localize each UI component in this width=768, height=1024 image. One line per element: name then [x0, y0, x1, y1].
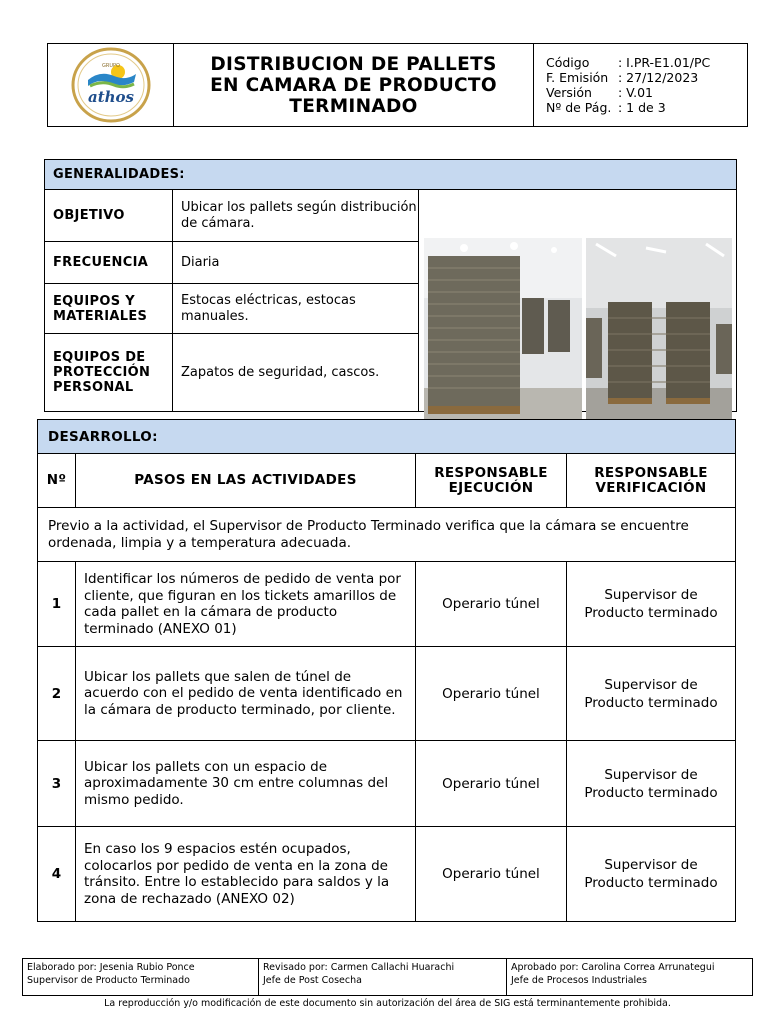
- objetivo-label: OBJETIVO: [45, 190, 173, 242]
- photos-cell: [419, 190, 737, 412]
- pallet-photo-2: [586, 238, 744, 420]
- meta-version: Versión : V.01: [546, 85, 654, 100]
- meta-emision: F. Emisión : 27/12/2023: [546, 70, 699, 85]
- objetivo-value: Ubicar los pallets según distribución de cámara.: [173, 190, 419, 242]
- warehouse-image-icon: [586, 238, 732, 420]
- pallet-photo-1: [424, 238, 582, 420]
- step-exec: Operario túnel: [416, 827, 567, 922]
- document-title: [174, 44, 534, 127]
- meta-pagina: Nº de Pág. : 1 de 3: [546, 100, 666, 115]
- step-text: En caso los 9 espacios estén ocupados, colocarlos por pedido de venta en la zona de tránsito. Entre lo establecido para saldos y la zona de rechazado (ANEXO 02): [76, 827, 416, 922]
- athos-logo-icon: [70, 46, 152, 124]
- aprobado-cell: Aprobado por: Carolina Correa Arrunategui Jefe de Procesos Industriales: [507, 959, 753, 996]
- table-row: [38, 562, 736, 647]
- meta-codigo: Código : I.PR-E1.01/PC: [546, 55, 711, 70]
- logo-brand-text: athos: [87, 88, 134, 106]
- step-number: 3: [38, 741, 76, 827]
- frecuencia-value: Diaria: [173, 242, 419, 284]
- revisado-cell: Revisado por: Carmen Callachi Huarachi Jefe de Post Cosecha: [259, 959, 507, 996]
- step-verif: Supervisor de Producto terminado: [567, 741, 736, 827]
- step-number: 4: [38, 827, 76, 922]
- col-responsable-verificacion: RESPONSABLE VERIFICACIÓN: [567, 454, 736, 508]
- epp-label: EQUIPOS DE PROTECCIÓN PERSONAL: [45, 334, 173, 412]
- intro-text: Previo a la actividad, el Supervisor de Producto Terminado verifica que la cámara se encuentre ordenada, limpia y a temperatura adecuada.: [38, 508, 736, 562]
- title-line-2: EN CAMARA DE PRODUCTO: [210, 74, 497, 96]
- frecuencia-label: FRECUENCIA: [45, 242, 173, 284]
- approval-footer: [22, 958, 753, 996]
- generalidades-heading: GENERALIDADES:: [45, 160, 737, 190]
- elaborado-cell: Elaborado por: Jesenia Rubio Ponce Supervisor de Producto Terminado: [23, 959, 259, 996]
- epp-value: Zapatos de seguridad, cascos.: [173, 334, 419, 412]
- step-verif: Supervisor de Producto terminado: [567, 827, 736, 922]
- col-pasos: PASOS EN LAS ACTIVIDADES: [76, 454, 416, 508]
- table-row: [38, 741, 736, 827]
- equipos-value: Estocas eléctricas, estocas manuales.: [173, 284, 419, 334]
- logo-cell: [48, 44, 174, 127]
- document-meta: [534, 44, 748, 127]
- document-header: [47, 43, 748, 127]
- step-text: Ubicar los pallets con un espacio de aproximadamente 30 cm entre columnas del mismo pedido.: [76, 741, 416, 827]
- logo-top-text: GRUPO: [101, 63, 120, 69]
- step-exec: Operario túnel: [416, 562, 567, 647]
- step-exec: Operario túnel: [416, 647, 567, 741]
- col-numero: Nº: [38, 454, 76, 508]
- desarrollo-table: [37, 419, 736, 922]
- step-exec: Operario túnel: [416, 741, 567, 827]
- table-row: [38, 827, 736, 922]
- step-text: Identificar los números de pedido de venta por cliente, que figuran en los tickets amarillos de cada pallet en la cámara de producto terminado (ANEXO 01): [76, 562, 416, 647]
- title-line-3: TERMINADO: [289, 95, 418, 117]
- title-line-1: DISTRIBUCION DE PALLETS: [210, 53, 497, 75]
- legal-notice: La reproducción y/o modificación de este documento sin autorización del área de SIG está terminantemente prohibida.: [104, 998, 671, 1009]
- generalidades-table: [44, 159, 737, 412]
- step-text: Ubicar los pallets que salen de túnel de acuerdo con el pedido de venta identificado en la cámara de producto terminado, por cliente.: [76, 647, 416, 741]
- step-verif: Supervisor de Producto terminado: [567, 562, 736, 647]
- table-row: [38, 647, 736, 741]
- step-number: 1: [38, 562, 76, 647]
- step-verif: Supervisor de Producto terminado: [567, 647, 736, 741]
- warehouse-image-icon: [424, 238, 582, 420]
- desarrollo-heading: DESARROLLO:: [38, 420, 736, 454]
- step-number: 2: [38, 647, 76, 741]
- equipos-label: EQUIPOS Y MATERIALES: [45, 284, 173, 334]
- col-responsable-ejecucion: RESPONSABLE EJECUCIÓN: [416, 454, 567, 508]
